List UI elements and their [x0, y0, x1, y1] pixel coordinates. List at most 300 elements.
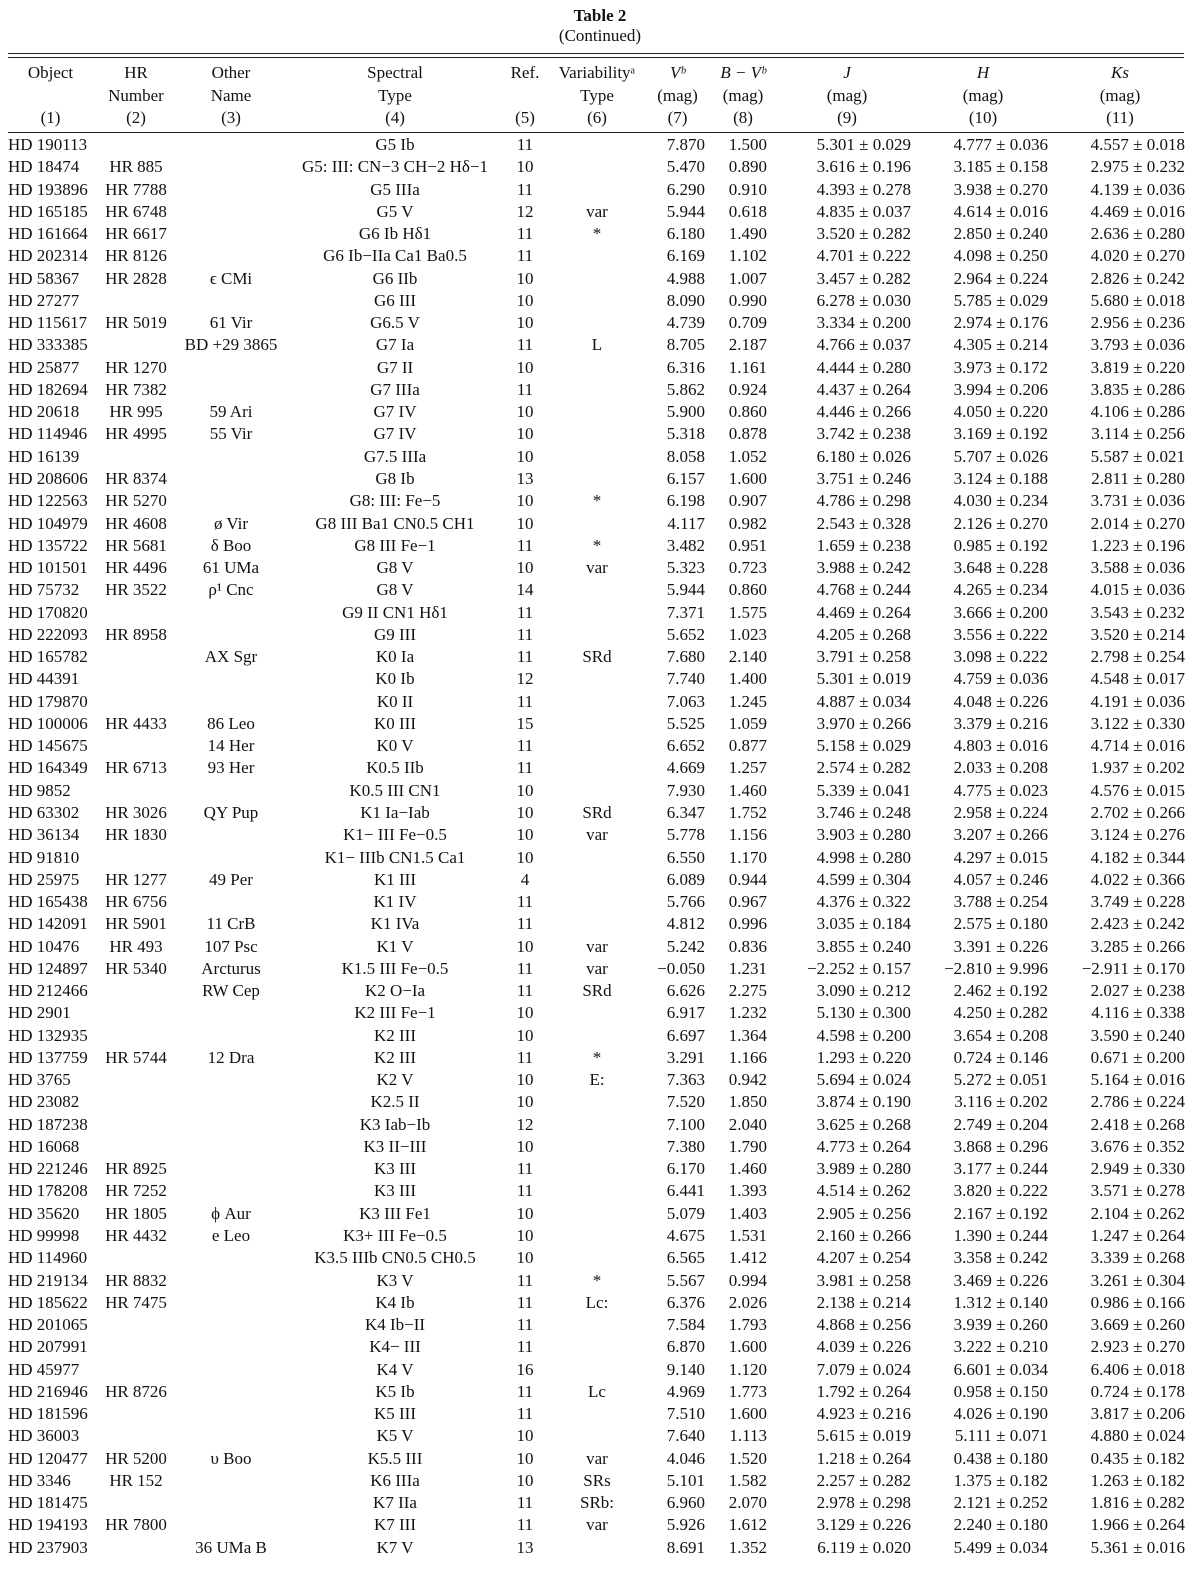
cell-object: HD 36134 — [8, 825, 80, 845]
cell-other-name: ρ¹ Cnc — [208, 580, 254, 600]
table-row — [0, 513, 1200, 535]
cell-j-mag: 6.119 ± 0.020 — [817, 1537, 911, 1557]
cell-v-mag: 5.900 — [666, 402, 705, 422]
cell-b-v: 1.170 — [728, 847, 767, 867]
cell-j-mag: 5.158 ± 0.029 — [816, 736, 911, 756]
table-row — [0, 468, 1200, 490]
cell-object: HD 219134 — [8, 1270, 88, 1290]
cell-h-mag: 3.124 ± 0.188 — [953, 468, 1048, 488]
cell-h-mag: 2.974 ± 0.176 — [953, 313, 1048, 333]
cell-ref: 10 — [516, 402, 534, 422]
cell-other-name: δ Boo — [210, 535, 252, 555]
cell-ks-mag: 4.714 ± 0.016 — [1090, 736, 1185, 756]
header-other-name-line: Name — [210, 85, 252, 105]
cell-h-mag: 3.358 ± 0.242 — [953, 1248, 1048, 1268]
cell-h-mag: 3.207 ± 0.266 — [953, 825, 1048, 845]
cell-object: HD 132935 — [8, 1025, 88, 1045]
cell-variability: SRb: — [579, 1493, 615, 1513]
table-row — [0, 1247, 1200, 1269]
cell-v-mag: 8.705 — [666, 335, 705, 355]
cell-j-mag: 3.981 ± 0.258 — [816, 1270, 911, 1290]
cell-j-mag: 2.257 ± 0.282 — [816, 1470, 911, 1490]
header-ks-mag-line: (mag) — [1099, 85, 1141, 105]
cell-j-mag: 2.905 ± 0.256 — [816, 1203, 911, 1223]
cell-ref: 11 — [516, 624, 534, 644]
cell-v-mag: 8.090 — [666, 290, 705, 310]
header-v-mag-line: Vᵇ — [670, 63, 685, 82]
cell-j-mag: 1.659 ± 0.238 — [816, 535, 911, 555]
cell-j-mag: 4.514 ± 0.262 — [816, 1181, 911, 1201]
cell-variability: * — [592, 1270, 602, 1290]
cell-object: HD 2901 — [8, 1003, 71, 1023]
header-object-line: (1) — [40, 108, 61, 127]
cell-ref: 11 — [516, 981, 534, 1001]
table-row — [0, 379, 1200, 401]
cell-ref: 10 — [516, 1226, 534, 1246]
cell-object: HD 333385 — [8, 335, 88, 355]
cell-spectral-type: K1 IVa — [370, 914, 420, 934]
cell-ref: 10 — [516, 290, 534, 310]
cell-spectral-type: G7 IV — [373, 402, 417, 422]
cell-hr-number: HR 1270 — [105, 357, 167, 377]
table-row — [0, 913, 1200, 935]
cell-ks-mag: 0.435 ± 0.182 — [1090, 1448, 1185, 1468]
cell-j-mag: 2.160 ± 0.266 — [816, 1226, 911, 1246]
cell-j-mag: 4.437 ± 0.264 — [816, 379, 911, 399]
cell-v-mag: 9.140 — [666, 1359, 705, 1379]
table-row — [0, 1002, 1200, 1024]
cell-v-mag: 7.371 — [666, 602, 705, 622]
cell-h-mag: 3.820 ± 0.222 — [953, 1181, 1048, 1201]
cell-spectral-type: K2 III — [373, 1025, 416, 1045]
cell-h-mag: 3.868 ± 0.296 — [953, 1136, 1048, 1156]
cell-h-mag: 3.938 ± 0.270 — [953, 179, 1048, 199]
cell-b-v: 0.951 — [728, 535, 767, 555]
header-b-v — [712, 62, 774, 130]
cell-object: HD 179870 — [8, 691, 88, 711]
cell-b-v: 1.052 — [728, 446, 767, 466]
cell-b-v: 1.790 — [728, 1136, 767, 1156]
cell-object: HD 10476 — [8, 936, 80, 956]
table-row — [0, 334, 1200, 356]
cell-spectral-type: K3 III Fe1 — [359, 1203, 431, 1223]
table-row — [0, 223, 1200, 245]
cell-b-v: 1.166 — [728, 1047, 767, 1067]
cell-j-mag: 3.746 ± 0.248 — [816, 802, 911, 822]
header-b-v-line: (8) — [733, 108, 753, 127]
cell-b-v: 0.878 — [728, 424, 767, 444]
cell-hr-number: HR 995 — [109, 402, 163, 422]
cell-ref: 10 — [516, 357, 534, 377]
table-row — [0, 156, 1200, 178]
header-hr-number-line: (2) — [126, 108, 146, 127]
cell-ref: 16 — [516, 1359, 534, 1379]
cell-b-v: 2.040 — [728, 1114, 767, 1134]
cell-ref: 11 — [516, 1337, 534, 1357]
cell-spectral-type: G9 III — [373, 624, 416, 644]
cell-ref: 10 — [516, 1070, 534, 1090]
cell-b-v: 1.232 — [728, 1003, 767, 1023]
header-object-line — [8, 85, 93, 108]
cell-v-mag: 6.870 — [666, 1337, 705, 1357]
cell-variability: L — [591, 335, 603, 355]
cell-object: HD 145675 — [8, 736, 88, 756]
cell-ks-mag: 2.923 ± 0.270 — [1090, 1337, 1185, 1357]
cell-ks-mag: −2.911 ± 0.170 — [1081, 958, 1185, 978]
cell-hr-number: HR 1805 — [105, 1203, 167, 1223]
cell-h-mag: 3.556 ± 0.222 — [953, 624, 1048, 644]
cell-h-mag: 3.379 ± 0.216 — [953, 713, 1048, 733]
cell-ks-mag: 3.590 ± 0.240 — [1090, 1025, 1185, 1045]
cell-object: HD 190113 — [8, 135, 88, 154]
cell-hr-number: HR 3026 — [105, 802, 167, 822]
cell-object: HD 58367 — [8, 268, 80, 288]
cell-ref: 10 — [516, 1025, 534, 1045]
cell-spectral-type: G8 III Ba1 CN0.5 CH1 — [315, 513, 475, 533]
cell-spectral-type: K1− IIIb CN1.5 Ca1 — [324, 847, 466, 867]
cell-b-v: 1.161 — [728, 357, 767, 377]
cell-ks-mag: 5.587 ± 0.021 — [1090, 446, 1185, 466]
cell-ref: 11 — [516, 1315, 534, 1335]
cell-ref: 15 — [516, 713, 534, 733]
cell-ref: 11 — [516, 736, 534, 756]
cell-h-mag: 6.601 ± 0.034 — [953, 1359, 1048, 1379]
cell-v-mag: 5.652 — [666, 624, 705, 644]
cell-spectral-type: K3 V — [376, 1270, 414, 1290]
cell-ref: 10 — [516, 847, 534, 867]
cell-other-name: 12 Dra — [207, 1047, 255, 1067]
cell-variability: E: — [589, 1070, 605, 1090]
cell-ks-mag: 2.014 ± 0.270 — [1090, 513, 1185, 533]
cell-ref: 10 — [516, 313, 534, 333]
cell-b-v: 1.490 — [728, 224, 767, 244]
cell-hr-number: HR 5200 — [105, 1448, 167, 1468]
table-row — [0, 847, 1200, 869]
cell-j-mag: 4.444 ± 0.280 — [816, 357, 911, 377]
cell-ks-mag: 5.680 ± 0.018 — [1090, 290, 1185, 310]
cell-j-mag: 2.138 ± 0.214 — [816, 1292, 911, 1312]
cell-b-v: 2.140 — [728, 647, 767, 667]
cell-other-name: 61 UMa — [202, 558, 260, 578]
cell-v-mag: 7.680 — [666, 647, 705, 667]
cell-b-v: 0.967 — [728, 892, 767, 912]
cell-b-v: 0.910 — [728, 179, 767, 199]
cell-object: HD 25975 — [8, 869, 80, 889]
header-ref-line: Ref. — [510, 63, 540, 82]
cell-b-v: 0.890 — [728, 157, 767, 177]
cell-spectral-type: G8 V — [376, 558, 414, 578]
cell-b-v: 1.352 — [728, 1537, 767, 1557]
cell-object: HD 114946 — [8, 424, 88, 444]
cell-hr-number: HR 4496 — [105, 558, 167, 578]
cell-spectral-type: G5 IIIa — [370, 179, 420, 199]
cell-ks-mag: 2.423 ± 0.242 — [1090, 914, 1185, 934]
header-h-mag-line: (10) — [968, 108, 998, 127]
cell-variability: var — [586, 558, 608, 578]
cell-h-mag: 3.654 ± 0.208 — [953, 1025, 1048, 1045]
table-row — [0, 1270, 1200, 1292]
table-row — [0, 312, 1200, 334]
cell-v-mag: 7.100 — [666, 1114, 705, 1134]
table-row — [0, 1292, 1200, 1314]
cell-ref: 11 — [516, 179, 534, 199]
cell-b-v: 0.836 — [728, 936, 767, 956]
cell-v-mag: 7.510 — [666, 1404, 705, 1424]
header-object-line: Object — [27, 63, 74, 82]
cell-ref: 12 — [516, 201, 534, 221]
cell-hr-number: HR 1277 — [105, 869, 167, 889]
cell-v-mag: 6.960 — [666, 1493, 705, 1513]
cell-hr-number: HR 8126 — [105, 246, 167, 266]
cell-spectral-type: K4 Ib−II — [364, 1315, 426, 1335]
header-spectral-type-line: Type — [378, 85, 412, 105]
cell-spectral-type: K0 V — [376, 736, 414, 756]
cell-spectral-type: K1.5 III Fe−0.5 — [341, 958, 449, 978]
cell-b-v: 0.860 — [728, 402, 767, 422]
cell-v-mag: 5.242 — [666, 936, 705, 956]
cell-spectral-type: K7 V — [376, 1537, 414, 1557]
cell-b-v: 1.582 — [728, 1470, 767, 1490]
cell-variability: * — [592, 224, 602, 244]
cell-ks-mag: 3.285 ± 0.266 — [1090, 936, 1185, 956]
cell-spectral-type: K7 III — [373, 1515, 416, 1535]
cell-b-v: 1.460 — [728, 780, 767, 800]
cell-spectral-type: K3+ III Fe−0.5 — [343, 1226, 447, 1246]
cell-hr-number: HR 7475 — [105, 1292, 167, 1312]
cell-hr-number: HR 7788 — [105, 179, 167, 199]
cell-spectral-type: K3 III — [373, 1181, 416, 1201]
header-spectral-type-line: (4) — [385, 108, 405, 127]
cell-ks-mag: 5.164 ± 0.016 — [1090, 1070, 1185, 1090]
header-j-mag-line: (9) — [837, 108, 857, 127]
cell-j-mag: −2.252 ± 0.157 — [807, 958, 911, 978]
cell-b-v: 1.752 — [728, 802, 767, 822]
cell-spectral-type: K3 III — [373, 1159, 416, 1179]
cell-v-mag: 3.291 — [666, 1047, 705, 1067]
table-row — [0, 1425, 1200, 1447]
cell-other-name: 59 Ari — [209, 402, 253, 422]
cell-object: HD 18474 — [8, 157, 80, 177]
cell-ks-mag: 2.104 ± 0.262 — [1090, 1203, 1185, 1223]
cell-spectral-type: K3 II−III — [363, 1136, 427, 1156]
cell-b-v: 0.944 — [728, 869, 767, 889]
header-j-mag-line: J — [843, 63, 851, 82]
cell-other-name: 49 Per — [209, 869, 253, 889]
cell-ref: 11 — [516, 1515, 534, 1535]
cell-object: HD 182694 — [8, 379, 88, 399]
cell-spectral-type: G9 II CN1 Hδ1 — [342, 602, 448, 622]
cell-variability: SRd — [582, 647, 612, 667]
cell-hr-number: HR 5019 — [105, 313, 167, 333]
cell-spectral-type: G5 Ib — [375, 135, 415, 154]
cell-ks-mag: 4.022 ± 0.366 — [1090, 869, 1185, 889]
cell-j-mag: 3.791 ± 0.258 — [816, 647, 911, 667]
cell-j-mag: 4.376 ± 0.322 — [816, 892, 911, 912]
cell-spectral-type: K5 III — [373, 1404, 416, 1424]
cell-ks-mag: 4.020 ± 0.270 — [1090, 246, 1185, 266]
cell-ref: 11 — [516, 758, 534, 778]
cell-j-mag: 3.090 ± 0.212 — [816, 981, 911, 1001]
cell-v-mag: 4.675 — [666, 1226, 705, 1246]
cell-object: HD 23082 — [8, 1092, 80, 1112]
cell-object: HD 137759 — [8, 1047, 88, 1067]
cell-ks-mag: 3.124 ± 0.276 — [1090, 825, 1185, 845]
cell-j-mag: 3.989 ± 0.280 — [816, 1159, 911, 1179]
cell-h-mag: 2.121 ± 0.252 — [953, 1493, 1048, 1513]
cell-ref: 11 — [516, 1381, 534, 1401]
cell-hr-number: HR 8958 — [105, 624, 167, 644]
cell-j-mag: 3.970 ± 0.266 — [816, 713, 911, 733]
cell-b-v: 0.907 — [728, 491, 767, 511]
cell-b-v: 1.364 — [728, 1025, 767, 1045]
cell-v-mag: 4.812 — [666, 914, 705, 934]
cell-spectral-type: K3 Iab−Ib — [359, 1114, 431, 1134]
table-row — [0, 802, 1200, 824]
cell-v-mag: 5.567 — [666, 1270, 705, 1290]
cell-object: HD 187238 — [8, 1114, 88, 1134]
header-ref — [505, 62, 545, 130]
cell-spectral-type: G5: III: CN−3 CH−2 Hδ−1 — [302, 157, 488, 177]
cell-object: HD 181475 — [8, 1493, 88, 1513]
cell-spectral-type: K2 V — [376, 1070, 414, 1090]
table-row — [0, 1470, 1200, 1492]
table-row — [0, 245, 1200, 267]
cell-j-mag: 2.543 ± 0.328 — [816, 513, 911, 533]
cell-object: HD 114960 — [8, 1248, 88, 1268]
cell-ref: 14 — [516, 580, 534, 600]
cell-spectral-type: K4− III — [369, 1337, 421, 1357]
cell-object: HD 120477 — [8, 1448, 88, 1468]
cell-ks-mag: 4.557 ± 0.018 — [1090, 135, 1185, 154]
table-row — [0, 1069, 1200, 1091]
cell-b-v: 1.113 — [729, 1426, 767, 1446]
cell-other-name: 93 Her — [207, 758, 255, 778]
cell-variability: SRd — [582, 802, 612, 822]
cell-ks-mag: 3.669 ± 0.260 — [1090, 1315, 1185, 1335]
cell-variability: var — [586, 936, 608, 956]
cell-b-v: 1.793 — [728, 1315, 767, 1335]
table-row — [0, 1158, 1200, 1180]
cell-object: HD 165438 — [8, 892, 88, 912]
cell-j-mag: 4.773 ± 0.264 — [816, 1136, 911, 1156]
cell-h-mag: 4.614 ± 0.016 — [953, 201, 1048, 221]
header-ref-line: (5) — [515, 108, 535, 127]
cell-v-mag: 6.198 — [666, 491, 705, 511]
cell-ref: 10 — [516, 936, 534, 956]
cell-v-mag: 7.870 — [666, 135, 705, 154]
cell-v-mag: 6.917 — [666, 1003, 705, 1023]
table-row — [0, 357, 1200, 379]
header-v-mag-line: (mag) — [657, 85, 698, 105]
cell-v-mag: 6.290 — [666, 179, 705, 199]
cell-v-mag: 5.470 — [666, 157, 705, 177]
cell-h-mag: 3.939 ± 0.260 — [953, 1315, 1048, 1335]
cell-spectral-type: K2 O−Ia — [364, 981, 426, 1001]
cell-b-v: 1.850 — [728, 1092, 767, 1112]
cell-hr-number: HR 6748 — [105, 201, 167, 221]
cell-ref: 10 — [516, 491, 534, 511]
cell-ks-mag: 3.122 ± 0.330 — [1090, 713, 1185, 733]
header-j-mag-line: (mag) — [826, 85, 868, 105]
cell-j-mag: 4.039 ± 0.226 — [816, 1337, 911, 1357]
cell-h-mag: 2.575 ± 0.180 — [953, 914, 1048, 934]
cell-other-name: BD +29 3865 — [184, 335, 278, 355]
cell-j-mag: 3.520 ± 0.282 — [816, 224, 911, 244]
cell-spectral-type: K0 II — [376, 691, 414, 711]
table-row — [0, 201, 1200, 223]
cell-b-v: 1.520 — [728, 1448, 767, 1468]
cell-hr-number: HR 8726 — [105, 1381, 167, 1401]
cell-object: HD 91810 — [8, 847, 80, 867]
cell-other-name: ø Vir — [213, 513, 249, 533]
cell-b-v: 1.600 — [728, 1337, 767, 1357]
cell-b-v: 0.990 — [728, 290, 767, 310]
cell-j-mag: 4.766 ± 0.037 — [816, 335, 911, 355]
header-h-mag — [918, 62, 1048, 130]
cell-ref: 10 — [516, 424, 534, 444]
cell-v-mag: 5.944 — [666, 201, 705, 221]
cell-h-mag: 4.305 ± 0.214 — [953, 335, 1048, 355]
table-row — [0, 757, 1200, 779]
cell-ref: 11 — [516, 892, 534, 912]
cell-v-mag: −0.050 — [657, 958, 705, 978]
cell-j-mag: 3.457 ± 0.282 — [816, 268, 911, 288]
cell-object: HD 194193 — [8, 1515, 88, 1535]
header-rule — [8, 132, 1184, 133]
cell-ks-mag: 4.191 ± 0.036 — [1090, 691, 1185, 711]
cell-other-name: υ Boo — [210, 1448, 252, 1468]
cell-h-mag: 2.850 ± 0.240 — [953, 224, 1048, 244]
cell-object: HD 104979 — [8, 513, 88, 533]
table-row — [0, 691, 1200, 713]
cell-v-mag: 7.640 — [666, 1426, 705, 1446]
table-row — [0, 735, 1200, 757]
cell-v-mag: 5.944 — [666, 580, 705, 600]
cell-ks-mag: 1.223 ± 0.196 — [1090, 535, 1185, 555]
cell-ks-mag: 3.676 ± 0.352 — [1090, 1136, 1185, 1156]
header-hr-number — [100, 62, 172, 130]
cell-h-mag: 0.438 ± 0.180 — [953, 1448, 1048, 1468]
cell-b-v: 0.982 — [728, 513, 767, 533]
cell-object: HD 3765 — [8, 1070, 71, 1090]
cell-spectral-type: G5 V — [376, 201, 414, 221]
cell-ref: 11 — [516, 602, 534, 622]
cell-ks-mag: 1.966 ± 0.264 — [1090, 1515, 1185, 1535]
cell-hr-number: HR 4995 — [105, 424, 167, 444]
table-body — [0, 134, 1200, 1559]
header-other-name — [176, 62, 286, 130]
cell-object: HD 135722 — [8, 535, 88, 555]
cell-h-mag: 4.777 ± 0.036 — [953, 135, 1048, 154]
cell-j-mag: 4.786 ± 0.298 — [816, 491, 911, 511]
cell-ks-mag: 3.817 ± 0.206 — [1090, 1404, 1185, 1424]
cell-ref: 10 — [516, 780, 534, 800]
header-hr-number-line: Number — [108, 85, 164, 105]
cell-b-v: 0.924 — [728, 379, 767, 399]
header-ks-mag — [1055, 62, 1185, 130]
cell-ks-mag: 0.724 ± 0.178 — [1090, 1381, 1185, 1401]
cell-spectral-type: K0 Ib — [375, 669, 415, 689]
cell-b-v: 1.102 — [728, 246, 767, 266]
cell-variability: SRs — [583, 1470, 611, 1490]
cell-j-mag: 3.742 ± 0.238 — [816, 424, 911, 444]
cell-ref: 12 — [516, 1114, 534, 1134]
cell-ref: 11 — [516, 1047, 534, 1067]
cell-ref: 10 — [516, 513, 534, 533]
cell-object: HD 115617 — [8, 313, 88, 333]
cell-object: HD 185622 — [8, 1292, 88, 1312]
cell-object: HD 124897 — [8, 958, 88, 978]
